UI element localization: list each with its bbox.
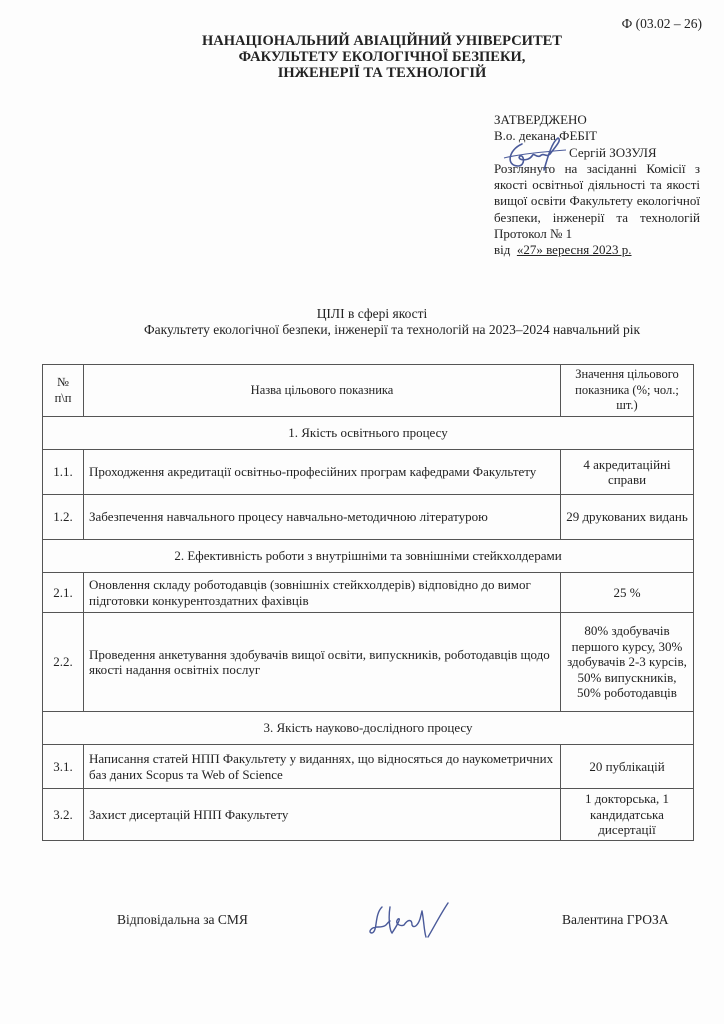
- table-row: [43, 495, 694, 540]
- row-num: 3.2.: [43, 789, 84, 841]
- section-row: [43, 540, 694, 573]
- approval-title: ЗАТВЕРДЖЕНО: [494, 112, 587, 127]
- title-line-2: Факультету екологічної безпеки, інженерії та технологій на 2023–2024 навчальний рік: [143, 322, 641, 337]
- section-row: [43, 417, 694, 450]
- quality-goals-table: [42, 364, 694, 841]
- document-header: [0, 33, 724, 81]
- section-title: 2. Ефективність роботи з внутрішніми та зовнішніми стейкхолдерами: [43, 540, 694, 573]
- row-value: 29 друкованих видань: [561, 495, 694, 540]
- row-value: 4 акредитаційні справи: [561, 450, 694, 495]
- row-value: 20 публікацій: [561, 745, 694, 789]
- header-university: НАНАЦІОНАЛЬНИЙ АВІАЦІЙНИЙ УНІВЕРСИТЕТ: [202, 33, 562, 49]
- title-line-1: ЦІЛІ в сфері якості: [316, 306, 428, 321]
- header-faculty-1: ФАКУЛЬТЕТУ ЕКОЛОГІЧНОЇ БЕЗПЕКИ,: [238, 49, 526, 65]
- row-value: 25 %: [561, 573, 694, 613]
- approval-date-line: [494, 242, 714, 258]
- table-row: [43, 745, 694, 789]
- approval-considered: Розглянуто на засіданні Комісії з якості освітньої діяльності та якості вищої освіти Факультету екологічної безпеки, інженерії та технологій Протокол № 1: [494, 160, 700, 242]
- row-value: 1 докторська, 1 кандидатська дисертації: [561, 789, 694, 841]
- header-name: Назва цільового показника: [84, 365, 561, 417]
- dean-signature-icon: [500, 136, 570, 176]
- row-value: 80% здобувачів першого курсу, 30% здобувачів 2-3 курсів, 50% випускників, 50% роботодавців: [561, 613, 694, 712]
- approval-date-prefix: від: [494, 242, 511, 258]
- row-name: Забезпечення навчального процесу навчально-методичною літературою: [84, 495, 561, 540]
- footer-role: Відповідальна за СМЯ: [117, 912, 248, 927]
- row-name: Проведення анкетування здобувачів вищої освіти, випускників, роботодавців щодо якості надання освітніх послуг: [84, 613, 561, 712]
- row-name: Проходження акредитації освітньо-професійних програм кафедрами Факультету: [84, 450, 561, 495]
- approval-date: «27» вересня 2023 р.: [516, 242, 632, 258]
- header-num: № п\п: [43, 365, 84, 417]
- header-faculty-2: ІНЖЕНЕРІЇ ТА ТЕХНОЛОГІЙ: [277, 65, 487, 81]
- table-row: [43, 789, 694, 841]
- row-num: 2.2.: [43, 613, 84, 712]
- form-code: Ф (03.02 – 26): [621, 16, 702, 31]
- approval-block: [494, 112, 714, 259]
- row-num: 2.1.: [43, 573, 84, 613]
- approval-name: Сергій ЗОЗУЛЯ: [569, 144, 657, 160]
- document-title: [0, 306, 724, 338]
- header-value: Значення цільового показника (%; чол.; шт.): [561, 365, 694, 417]
- table-row: [43, 450, 694, 495]
- section-title: 3. Якість науково-дослідного процесу: [43, 712, 694, 745]
- row-name: Написання статей НПП Факультету у виданнях, що відносяться до наукометричних баз даних Scopus та Web of Science: [84, 745, 561, 789]
- row-name: Оновлення складу роботодавців (зовнішніх стейкхолдерів) відповідно до вимог підготовки конкурентоздатних фахівців: [84, 573, 561, 613]
- row-name: Захист дисертацій НПП Факультету: [84, 789, 561, 841]
- row-num: 3.1.: [43, 745, 84, 789]
- row-num: 1.1.: [43, 450, 84, 495]
- table-header-row: [43, 365, 694, 417]
- approval-position: В.о. декана ФЕБІТ: [494, 128, 598, 144]
- section-row: [43, 712, 694, 745]
- responsible-signature-icon: [368, 897, 458, 942]
- footer-name: Валентина ГРОЗА: [562, 912, 669, 927]
- table-row: [43, 573, 694, 613]
- row-num: 1.2.: [43, 495, 84, 540]
- section-title: 1. Якість освітнього процесу: [43, 417, 694, 450]
- table-row: [43, 613, 694, 712]
